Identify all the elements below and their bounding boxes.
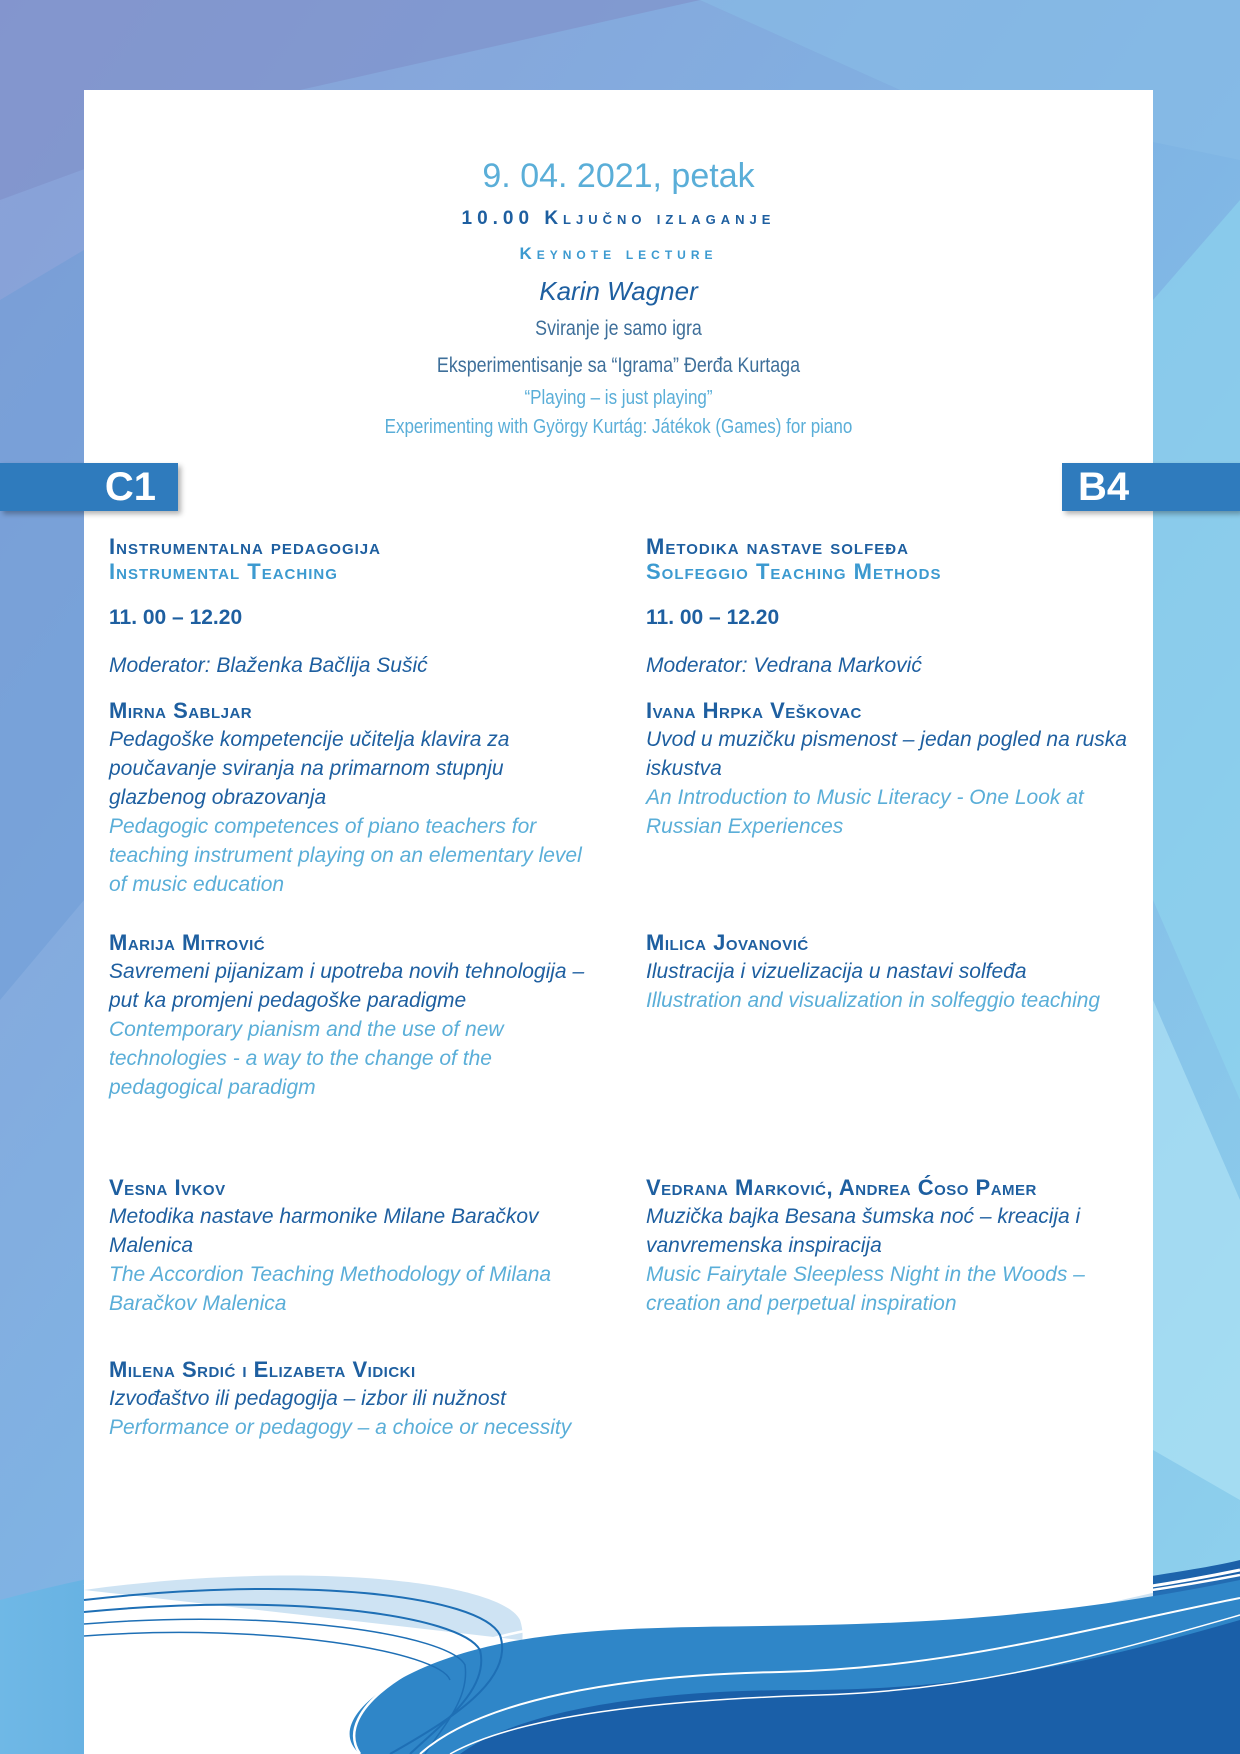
keynote-title-en-1: “Playing – is just playing” <box>524 387 713 409</box>
keynote-label-hr: 10.00 Ključno izlaganje <box>461 208 776 229</box>
keynote-title-en-2: Experimenting with György Kurtág: Játékok (Games) for piano <box>384 416 853 438</box>
keynote-label-en: Keynote lecture <box>519 244 718 263</box>
presentation-item <box>646 697 1146 841</box>
presentation-title-hr: Uvod u muzičku pismenost – jedan pogled na ruska iskustva <box>646 728 1127 780</box>
presentation-title-en: The Accordion Teaching Methodology of Milana Baračkov Malenica <box>109 1263 552 1315</box>
presentation-author: Marija Mitrović <box>109 930 266 955</box>
presentation-author: Milena Srdić i Elizabeta Vidicki <box>109 1357 416 1382</box>
presentation-title-en: Performance or pedagogy – a choice or necessity <box>109 1416 572 1439</box>
presentation-title-en: Illustration and visualization in solfeggio teaching <box>646 989 1101 1012</box>
presentation-item <box>109 1174 589 1318</box>
session-moderator: Moderator: Vedrana Marković <box>646 654 922 677</box>
presentation-author: Ivana Hrpka Veškovac <box>646 698 862 723</box>
presentation-item <box>109 1356 589 1442</box>
presentation-author: Vesna Ivkov <box>109 1175 226 1200</box>
session-time: 11. 00 – 12.20 <box>646 606 780 629</box>
presentation-title-en: Music Fairytale Sleepless Night in the Woods – creation and perpetual inspiration <box>646 1263 1085 1315</box>
keynote-header <box>84 150 1153 442</box>
presentation-author: Vedrana Marković, Andrea Ćoso Pamer <box>646 1175 1037 1200</box>
session-title-en: Solfeggio Teaching Methods <box>646 559 942 584</box>
room-tab-right <box>1062 463 1240 511</box>
room-label-right: B4 <box>1078 465 1130 509</box>
session-title-hr: Instrumentalna pedagogija <box>109 534 381 559</box>
wave-decoration <box>0 1560 1240 1754</box>
keynote-title-hr-1: Sviranje je samo igra <box>535 317 702 340</box>
presentation-title-hr: Metodika nastave harmonike Milane Baračkov Malenica <box>109 1205 539 1257</box>
presentation-author: Mirna Sabljar <box>109 698 253 723</box>
presentation-author: Milica Jovanović <box>646 930 809 955</box>
presentation-item <box>646 929 1146 1015</box>
session-time: 11. 00 – 12.20 <box>109 606 243 629</box>
room-label-left: C1 <box>104 465 156 509</box>
presentation-title-hr: Izvođaštvo ili pedagogija – izbor ili nužnost <box>109 1387 506 1410</box>
session-moderator: Moderator: Blaženka Bačlija Sušić <box>109 654 428 677</box>
session-right <box>646 534 1146 1315</box>
keynote-title-hr-2: Eksperimentisanje sa “Igrama” Đerđa Kurtaga <box>436 354 801 377</box>
presentation-title-en: Contemporary pianism and the use of new technologies - a way to the change of the pedagogical paradigm <box>109 1018 504 1099</box>
presentation-item <box>646 1174 1146 1318</box>
presentation-title-hr: Savremeni pijanizam i upotreba novih tehnologija – put ka promjeni pedagoške paradigme <box>109 960 585 1012</box>
keynote-speaker: Karin Wagner <box>539 276 698 306</box>
presentation-title-en: An Introduction to Music Literacy - One Look at Russian Experiences <box>646 786 1084 838</box>
event-date: 9. 04. 2021, petak <box>482 157 755 195</box>
presentation-title-hr: Ilustracija i vizuelizacija u nastavi solfeđa <box>646 960 1027 983</box>
presentation-title-hr: Muzička bajka Besana šumska noć – kreacija i vanvremenska inspiracija <box>646 1205 1081 1257</box>
presentation-title-en: Pedagogic competences of piano teachers for teaching instrument playing on an elementary level of music education <box>109 815 582 896</box>
presentation-item <box>109 929 589 1102</box>
session-title-hr: Metodika nastave solfeđa <box>646 534 909 559</box>
presentation-item <box>109 697 589 899</box>
room-tab-left <box>0 463 178 511</box>
presentation-title-hr: Pedagoške kompetencije učitelja klavira za poučavanje sviranja na primarnom stupnju glazbenog obrazovanja <box>109 728 510 809</box>
session-title-en: Instrumental Teaching <box>109 559 338 584</box>
session-left <box>109 534 589 1439</box>
